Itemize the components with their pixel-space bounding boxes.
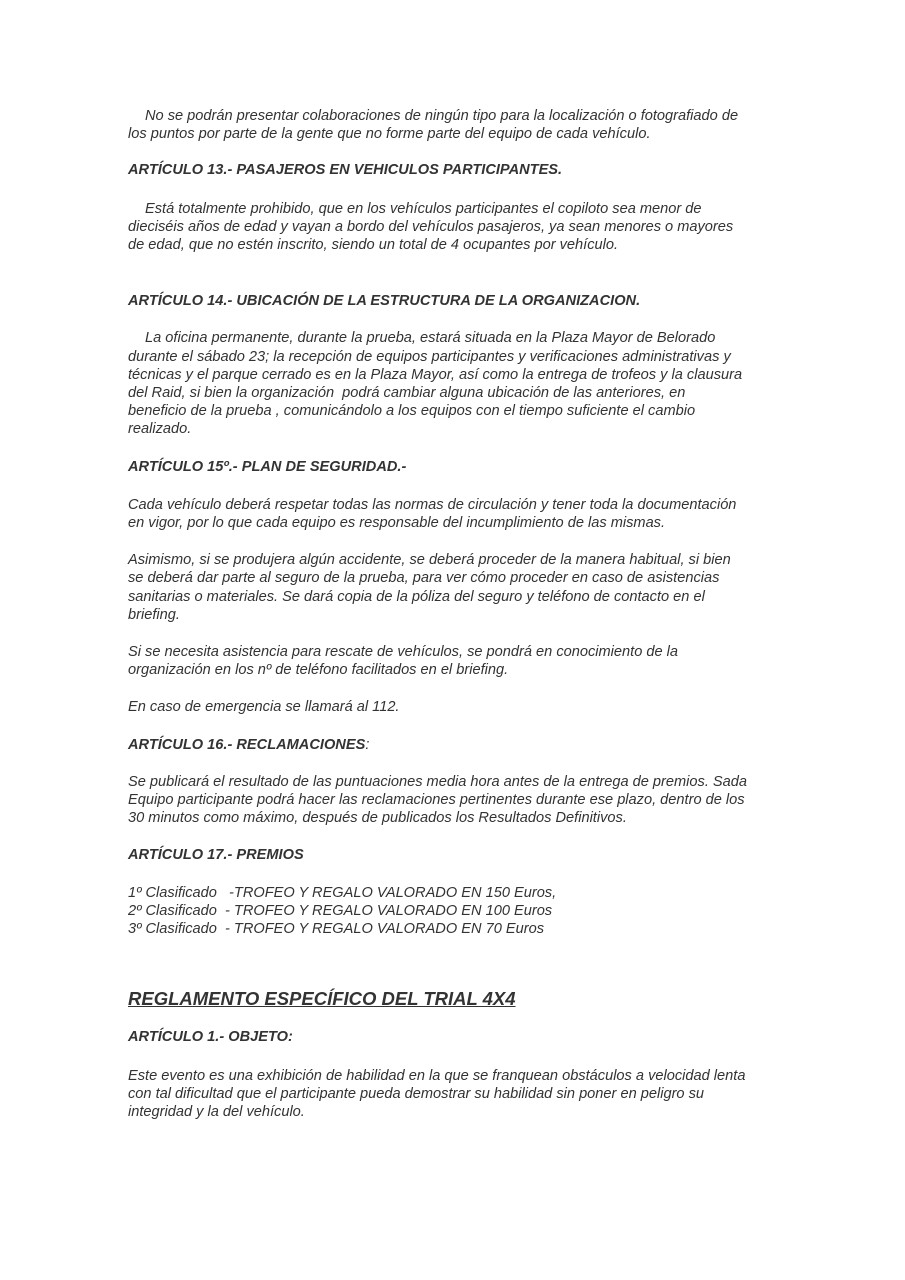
article-15-heading: ARTÍCULO 15º.- PLAN DE SEGURIDAD.- <box>128 458 407 475</box>
text-line: Equipo participante podrá hacer las reclamaciones pertinentes durante ese plazo, dentro de los <box>128 792 745 809</box>
text-line: de edad, que no estén inscrito, siendo un total de 4 ocupantes por vehículo. <box>128 237 619 254</box>
text-line: beneficio de la prueba , comunicándolo a los equipos con el tiempo suficiente el cambio <box>128 403 696 420</box>
text-line: del Raid, si bien la organización podrá cambiar alguna ubicación de las anteriores, en <box>128 385 686 402</box>
article-15-paragraph-2 <box>128 551 778 624</box>
article-15-paragraph-1 <box>128 496 778 532</box>
text-line: realizado. <box>128 421 192 438</box>
prize-item: 3º Clasificado - TROFEO Y REGALO VALORADO EN 70 Euros <box>128 921 544 938</box>
text-line: en vigor, por lo que cada equipo es responsable del incumplimiento de las mismas. <box>128 515 666 532</box>
text-line: durante el sábado 23; la recepción de equipos participantes y verificaciones administrativas y <box>128 348 731 365</box>
text-line: Este evento es una exhibición de habilidad en la que se franquean obstáculos a velocidad lenta <box>128 1067 746 1084</box>
article-1-heading: ARTÍCULO 1.- OBJETO: <box>128 1029 293 1046</box>
intro-paragraph <box>128 107 778 143</box>
article-15-paragraph-3 <box>128 643 778 679</box>
prize-item: 2º Clasificado - TROFEO Y REGALO VALORADO EN 100 Euros <box>128 902 553 919</box>
article-14-heading: ARTÍCULO 14.- UBICACIÓN DE LA ESTRUCTURA DE LA ORGANIZACION. <box>128 293 641 310</box>
text-line: técnicas y el parque cerrado es en la Plaza Mayor, así como la entrega de trofeos y la clausura <box>128 366 743 383</box>
article-16-heading-line <box>128 736 778 754</box>
text-line: No se podrán presentar colaboraciones de ningún tipo para la localización o fotografiado de <box>145 108 739 124</box>
reglamento-title: REGLAMENTO ESPECÍFICO DEL TRIAL 4X4 <box>128 988 516 1010</box>
article-13-paragraph <box>128 200 778 255</box>
text-line: con tal dificultad que el participante pueda demostrar su habilidad sin poner en peligro su <box>128 1085 705 1102</box>
article-13-heading: ARTÍCULO 13.- PASAJEROS EN VEHICULOS PARTICIPANTES. <box>128 162 563 179</box>
text-line: Se publicará el resultado de las puntuaciones media hora antes de la entrega de premios. Sada <box>128 773 748 790</box>
article-14-paragraph <box>128 329 778 438</box>
article-1-paragraph <box>128 1067 778 1122</box>
text-line: los puntos por parte de la gente que no forme parte del equipo de cada vehículo. <box>128 126 651 143</box>
article-15-paragraph-4: En caso de emergencia se llamará al 112. <box>128 699 400 716</box>
text-line: organización en los nº de teléfono facilitados en el briefing. <box>128 662 509 679</box>
article-16-paragraph <box>128 773 778 828</box>
text-line: Cada vehículo deberá respetar todas las normas de circulación y tener toda la documentación <box>128 496 737 513</box>
text-line: dieciséis años de edad y vayan a bordo del vehículos pasajeros, ya sean menores o mayores <box>128 218 734 235</box>
text-line: Está totalmente prohibido, que en los vehículos participantes el copiloto sea menor de <box>145 200 702 217</box>
text-line: se deberá dar parte al seguro de la prueba, para ver cómo proceder en caso de asistencias <box>128 570 720 587</box>
prize-item: 1º Clasificado -TROFEO Y REGALO VALORADO EN 150 Euros, <box>128 884 557 901</box>
text-line: Asimismo, si se produjera algún accidente, se deberá proceder de la manera habitual, si bien <box>128 552 731 569</box>
document-body <box>128 107 778 1121</box>
prizes-list <box>128 884 778 939</box>
text-line: sanitarias o materiales. Se dará copia de la póliza del seguro y teléfono de contacto en el <box>128 588 705 605</box>
text-line: 30 minutos como máximo, después de publicados los Resultados Definitivos. <box>128 810 627 827</box>
text-line: integridad y la del vehículo. <box>128 1103 305 1120</box>
text-line: briefing. <box>128 606 180 623</box>
text-line: Si se necesita asistencia para rescate de vehículos, se pondrá en conocimiento de la <box>128 644 679 661</box>
article-16-heading: ARTÍCULO 16.- RECLAMACIONES <box>128 736 366 753</box>
article-17-heading: ARTÍCULO 17.- PREMIOS <box>128 847 304 864</box>
article-16-colon: : <box>365 736 370 753</box>
text-line: La oficina permanente, durante la prueba, estará situada en la Plaza Mayor de Belorado <box>145 330 716 347</box>
